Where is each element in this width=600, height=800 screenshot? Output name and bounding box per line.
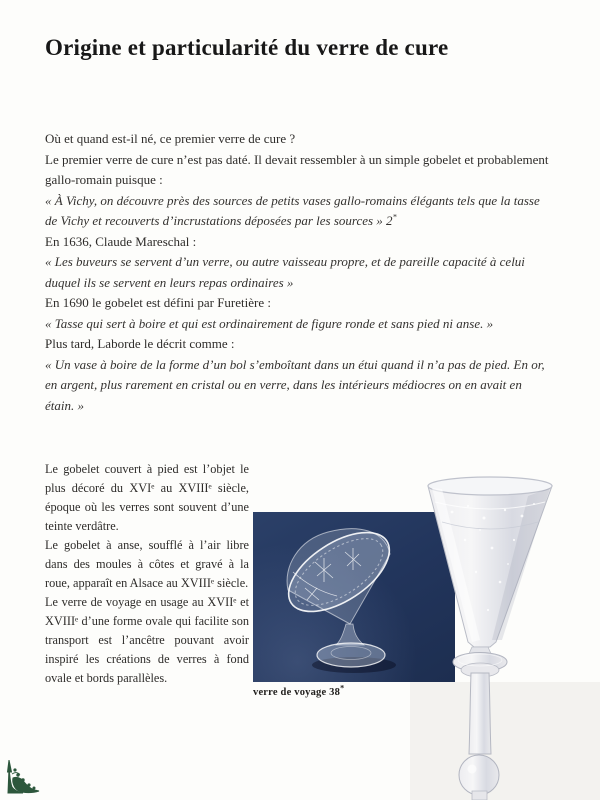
quote-vichy-footnote-ref: * xyxy=(392,212,397,222)
column-paragraph-gobelet-anse: Le gobelet à anse, soufflé à l’air libre dans des moules à côtes et gravé à la roue, apparaît en Alsace au XVIIIᵉ siècle. xyxy=(45,538,249,590)
figure-caption xyxy=(253,683,345,698)
quote-laborde: « Un vase à boire de la forme d’un bol s’emboîtant dans un étui quand il n’a pas de pied. En or, en argent, plus rarement en cristal ou en verre, dans les intérieurs médiocres on en avait en étain. » xyxy=(45,356,545,413)
tall-goblet-image xyxy=(410,470,600,800)
quote-mareschal: « Les buveurs se servent d’un verre, ou autre vaisseau propre, et de pareille capacité à celui duquel ils se servent en leurs repas ordinaires » xyxy=(45,254,525,290)
intro-question: Où et quand est-il né, ce premier verre de cure ? xyxy=(45,131,296,146)
corner-foliage-ornament-icon xyxy=(6,760,42,794)
figure-caption-text: verre de voyage 38 xyxy=(253,687,341,698)
paragraph-dating: Le premier verre de cure n’est pas daté. Il devait ressembler à un simple gobelet et probablement gallo-romain puisque : xyxy=(45,151,549,187)
figure-caption-ref: * xyxy=(340,683,345,693)
article-body xyxy=(45,129,551,416)
column-paragraph-verre-voyage: Le verre de voyage en usage au XVIIᵉ et XVIIIᵉ d’une forme ovale qui facilite son transport est l’ancêtre pouvant avoir inspiré les créations de verres à fond ovale et bords parallèles. xyxy=(45,595,249,685)
page-title: Origine et particularité du verre de cure xyxy=(45,35,449,60)
paragraph-mareschal-intro: En 1636, Claude Mareschal : xyxy=(45,233,197,249)
paragraph-laborde-intro: Plus tard, Laborde le décrit comme : xyxy=(45,336,235,351)
quote-vichy-text: « À Vichy, on découvre près des sources de petits vases gallo-romains élégants tels que la tasse de Vichy et recouverts d’incrustations déposées par les sources » 2 xyxy=(45,192,540,228)
quote-vichy xyxy=(45,191,551,232)
paragraph-furetiere-intro: En 1690 le gobelet est défini par Furetière : xyxy=(45,295,271,310)
column-paragraph-gobelet-couvert: Le gobelet couvert à pied est l’objet le plus décoré du XVIᵉ au XVIIIᵉ siècle, époque où les verres sont souvent d’une teinte verdâtre. xyxy=(45,462,249,533)
left-text-column xyxy=(45,460,249,688)
quote-furetiere: « Tasse qui sert à boire et qui est ordinairement de figure ronde et sans pied ni anse. » xyxy=(45,315,494,331)
